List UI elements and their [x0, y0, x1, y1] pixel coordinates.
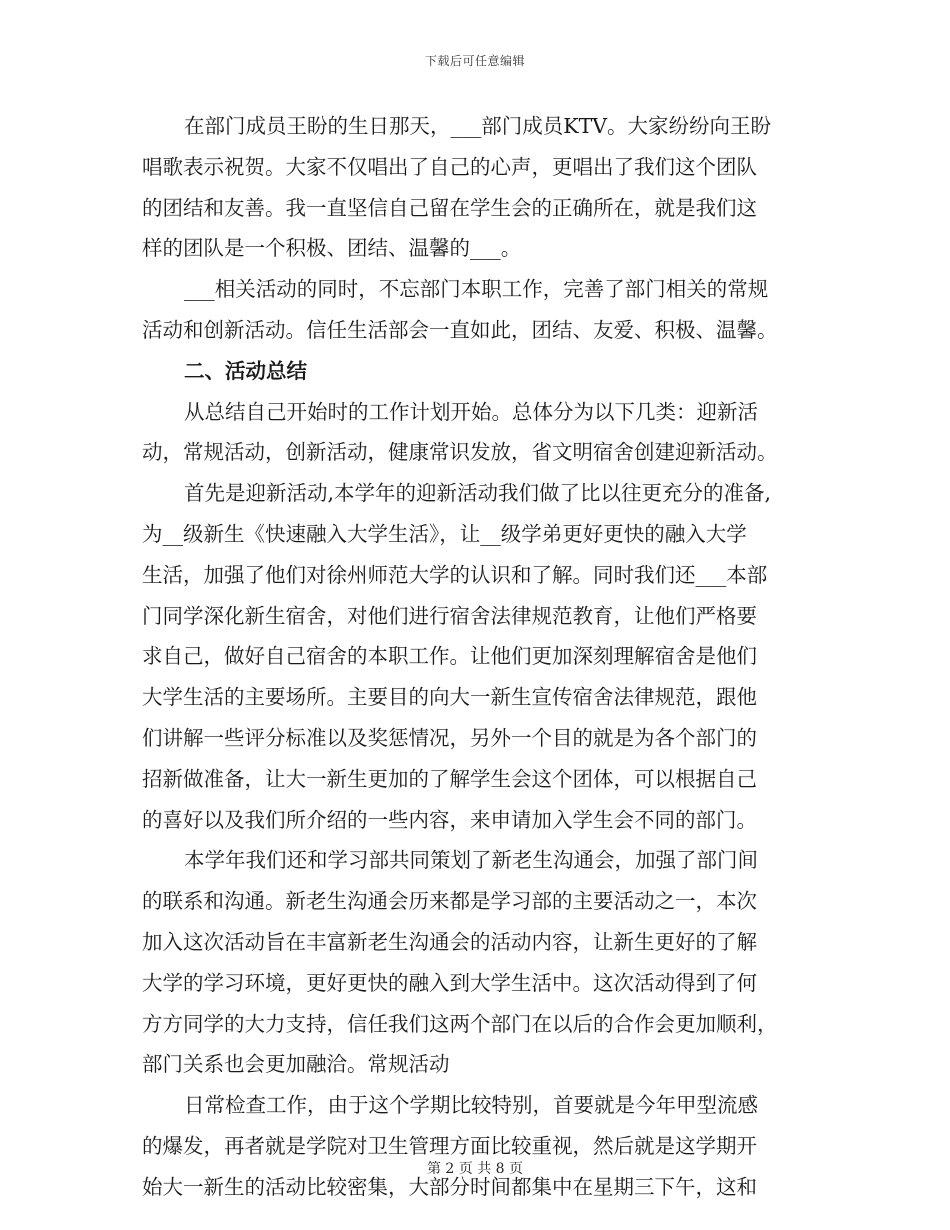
paragraph-line: 方方同学的大力支持，信任我们这两个部门在以后的合作会更加顺利， [142, 1011, 778, 1036]
paragraph-line: 本学年我们还和学习部共同策划了新老生沟通会，加强了部门间 [184, 848, 758, 873]
paragraph-line: 们讲解一些评分标准以及奖惩情况，另外一个目的就是为各个部门的 [142, 725, 757, 750]
paragraph-line: 活动和创新活动。信任生活部会一直如此，团结、友爱、积极、温馨。 [142, 317, 778, 342]
paragraph-line: ___相关活动的同时，不忘部门本职工作，完善了部门相关的常规 [184, 277, 769, 302]
paragraph-line: 日常检查工作，由于这个学期比较特别，首要就是今年甲型流感 [184, 1093, 758, 1118]
paragraph-line: 生活，加强了他们对徐州师范大学的认识和了解。同时我们还___本部 [142, 562, 768, 587]
paragraph-line: 的爆发，再者就是学院对卫生管理方面比较重视，然后就是这学期开 [142, 1133, 757, 1158]
paragraph-line: 始大一新生的活动比较密集，大部分时间都集中在星期三下午，这和 [142, 1174, 757, 1199]
paragraph-line: 门同学深化新生宿舍，对他们进行宿舍法律规范教育，让他们严格要 [142, 603, 757, 628]
paragraph-line: 的团结和友善。我一直坚信自己留在学生会的正确所在，就是我们这 [142, 195, 757, 220]
page-number: 第 2 页 共 8 页 [426, 1161, 524, 1177]
paragraph-line: 为__级新生《快速融入大学生活》，让__级学弟更好更快的融入大学 [142, 521, 747, 546]
paragraph-line: 大学的学习环境，更好更快的融入到大学生活中。这次活动得到了何 [142, 970, 757, 995]
paragraph-line: 样的团队是一个积极、团结、温馨的___。 [142, 236, 522, 261]
paragraph-line: 唱歌表示祝贺。大家不仅唱出了自己的心声，更唱出了我们这个团队 [142, 154, 757, 179]
section-heading: 二、活动总结 [184, 358, 307, 383]
paragraph-line: 在部门成员王盼的生日那天，___部门成员KTV。大家纷纷向王盼 [184, 114, 772, 138]
paragraph-line: 部门关系也会更加融洽。常规活动 [142, 1052, 450, 1077]
paragraph-line: 的喜好以及我们所介绍的一些内容，来申请加入学生会不同的部门。 [142, 807, 757, 832]
paragraph-line: 求自己，做好自己宿舍的本职工作。让他们更加深刻理解宿舍是他们 [142, 644, 757, 669]
paragraph-line: 从总结自己开始时的工作计划开始。总体分为以下几类：迎新活 [184, 399, 758, 424]
body-text [142, 106, 812, 1208]
paragraph-line: 招新做准备，让大一新生更加的了解学生会这个团体，可以根据自己 [142, 766, 757, 791]
paragraph-line: 加入这次活动旨在丰富新老生沟通会的活动内容，让新生更好的了解 [142, 929, 757, 954]
paragraph-line: 动，常规活动，创新活动，健康常识发放，省文明宿舍创建迎新活动。 [142, 440, 778, 465]
paragraph-line: 大学生活的主要场所。主要目的向大一新生宣传宿舍法律规范，跟他 [142, 685, 757, 710]
paragraph-line: 首先是迎新活动,本学年的迎新活动我们做了比以往更充分的准备, [184, 481, 772, 506]
page-header: 下载后可任意编辑 [424, 54, 525, 68]
paragraph-line: 的联系和沟通。新老生沟通会历来都是学习部的主要活动之一，本次 [142, 889, 757, 914]
